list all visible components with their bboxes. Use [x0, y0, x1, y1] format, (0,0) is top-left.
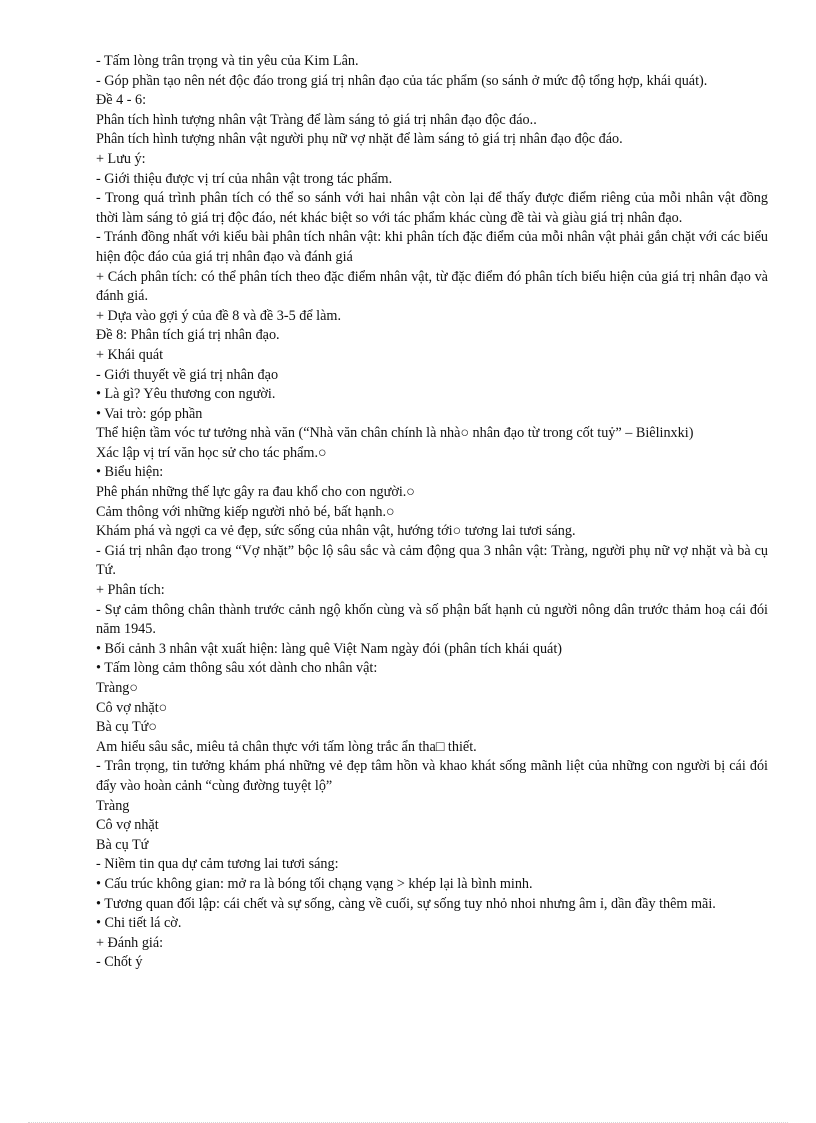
text-line: - Trong quá trình phân tích có thể so sánh với hai nhân vật còn lại để thấy được điểm riêng của mỗi nhân vật đồng thời làm sáng tỏ giá trị độc đáo, nét khác biệt so với tác phẩm khác cùng đề tài và giàu giá trị nhân đạo.	[96, 190, 768, 226]
text-line: + Khái quát	[96, 346, 164, 363]
text-line: - Niềm tin qua dự cảm tương lai tươi sáng:	[96, 856, 339, 873]
sub-item: Cô vợ nhặt○	[96, 699, 168, 716]
bullet-item: • Bối cảnh 3 nhân vật xuất hiện: làng quê Việt Nam ngày đói (phân tích khái quát)	[96, 640, 563, 657]
sub-item: Cảm thông với những kiếp người nhỏ bé, bất hạnh.○	[96, 503, 395, 520]
text-line: - Trân trọng, tin tưởng khám phá những vẻ đẹp tâm hồn và khao khát sống mãnh liệt của những con người bị cái đói đẩy vào hoàn cảnh “cùng đường tuyệt lộ”	[96, 758, 768, 794]
sub-item: Phê phán những thế lực gây ra đau khổ cho con người.○	[96, 484, 415, 501]
text-line: + Dựa vào gợi ý của đề 8 và đề 3-5 để làm.	[96, 307, 341, 324]
sub-item: Bà cụ Tứ○	[96, 719, 157, 736]
bullet-item: • Tấm lòng cảm thông sâu xót dành cho nhân vật:	[96, 660, 378, 677]
text-line: - Giá trị nhân đạo trong “Vợ nhặt” bộc lộ sâu sắc và cảm động qua 3 nhân vật: Tràng, người phụ nữ vợ nhặt và bà cụ Tứ.	[96, 542, 768, 579]
sub-item: Tràng○	[96, 680, 138, 696]
text-line: - Chốt ý	[96, 954, 143, 971]
text-line: - Sự cảm thông chân thành trước cảnh ngộ khốn cùng và số phận bất hạnh củ người nông dân trước thảm hoạ cái đói năm 1945.	[96, 601, 768, 638]
text-line: + Đánh giá:	[96, 934, 164, 951]
sub-item: Tràng	[96, 797, 130, 814]
sub-item: Xác lập vị trí văn học sử cho tác phẩm.○	[96, 444, 327, 461]
text-line: + Lưu ý:	[96, 150, 146, 167]
text-line: - Tấm lòng trân trọng và tin yêu của Kim Lân.	[96, 53, 359, 69]
text-line: Phân tích hình tượng nhân vật người phụ nữ vợ nhặt để làm sáng tỏ giá trị nhân đạo độc đáo.	[96, 131, 623, 148]
bullet-item: • Tương quan đối lập: cái chết và sự sống, càng về cuối, sự sống tuy nhỏ nhoi nhưng âm ỉ, dần đầy thêm mãi.	[96, 895, 716, 912]
bullet-item: • Biểu hiện:	[96, 464, 164, 481]
document-body	[96, 52, 768, 973]
text-line: Phân tích hình tượng nhân vật Tràng để làm sáng tỏ giá trị nhân đạo độc đáo..	[96, 111, 537, 128]
sub-item: Am hiểu sâu sắc, miêu tả chân thực với tấm lòng trắc ẩn tha□ thiết.	[96, 738, 477, 755]
sub-item: Cô vợ nhặt	[96, 817, 159, 834]
section-heading: Đề 4 - 6:	[96, 92, 147, 109]
text-line: + Phân tích:	[96, 582, 165, 599]
section-heading: Đề 8: Phân tích giá trị nhân đạo.	[96, 327, 280, 344]
text-line: - Góp phần tạo nên nét độc đáo trong giá trị nhân đạo của tác phẩm (so sánh ở mức độ tổng hợp, khái quát).	[96, 72, 708, 89]
text-line: - Giới thiệu được vị trí của nhân vật trong tác phẩm.	[96, 170, 393, 187]
bullet-item: • Chi tiết lá cờ.	[96, 915, 182, 932]
bullet-item: • Cấu trúc không gian: mở ra là bóng tối chạng vạng > khép lại là bình minh.	[96, 875, 533, 892]
sub-item: Bà cụ Tứ	[96, 836, 149, 853]
bullet-item: • Là gì? Yêu thương con người.	[96, 386, 276, 403]
text-line: - Giới thuyết về giá trị nhân đạo	[96, 366, 279, 383]
text-line: - Tránh đồng nhất với kiểu bài phân tích nhân vật: khi phân tích đặc điểm của mỗi nhân vật phải gắn chặt với các biểu hiện độc đáo của giá trị nhân đạo và đánh giá	[96, 229, 768, 265]
sub-item: Thể hiện tầm vóc tư tưởng nhà văn (“Nhà văn chân chính là nhà○ nhân đạo từ trong cốt tuỷ” – Biêlinxki)	[96, 425, 694, 442]
text-line: + Cách phân tích: có thể phân tích theo đặc điểm nhân vật, từ đặc điểm đó phân tích biểu hiện của giá trị nhân đạo và đánh giá.	[96, 268, 768, 305]
bullet-item: • Vai trò: góp phần	[96, 405, 203, 422]
sub-item: Khám phá và ngợi ca vẻ đẹp, sức sống của nhân vật, hướng tới○ tương lai tươi sáng.	[96, 523, 576, 540]
